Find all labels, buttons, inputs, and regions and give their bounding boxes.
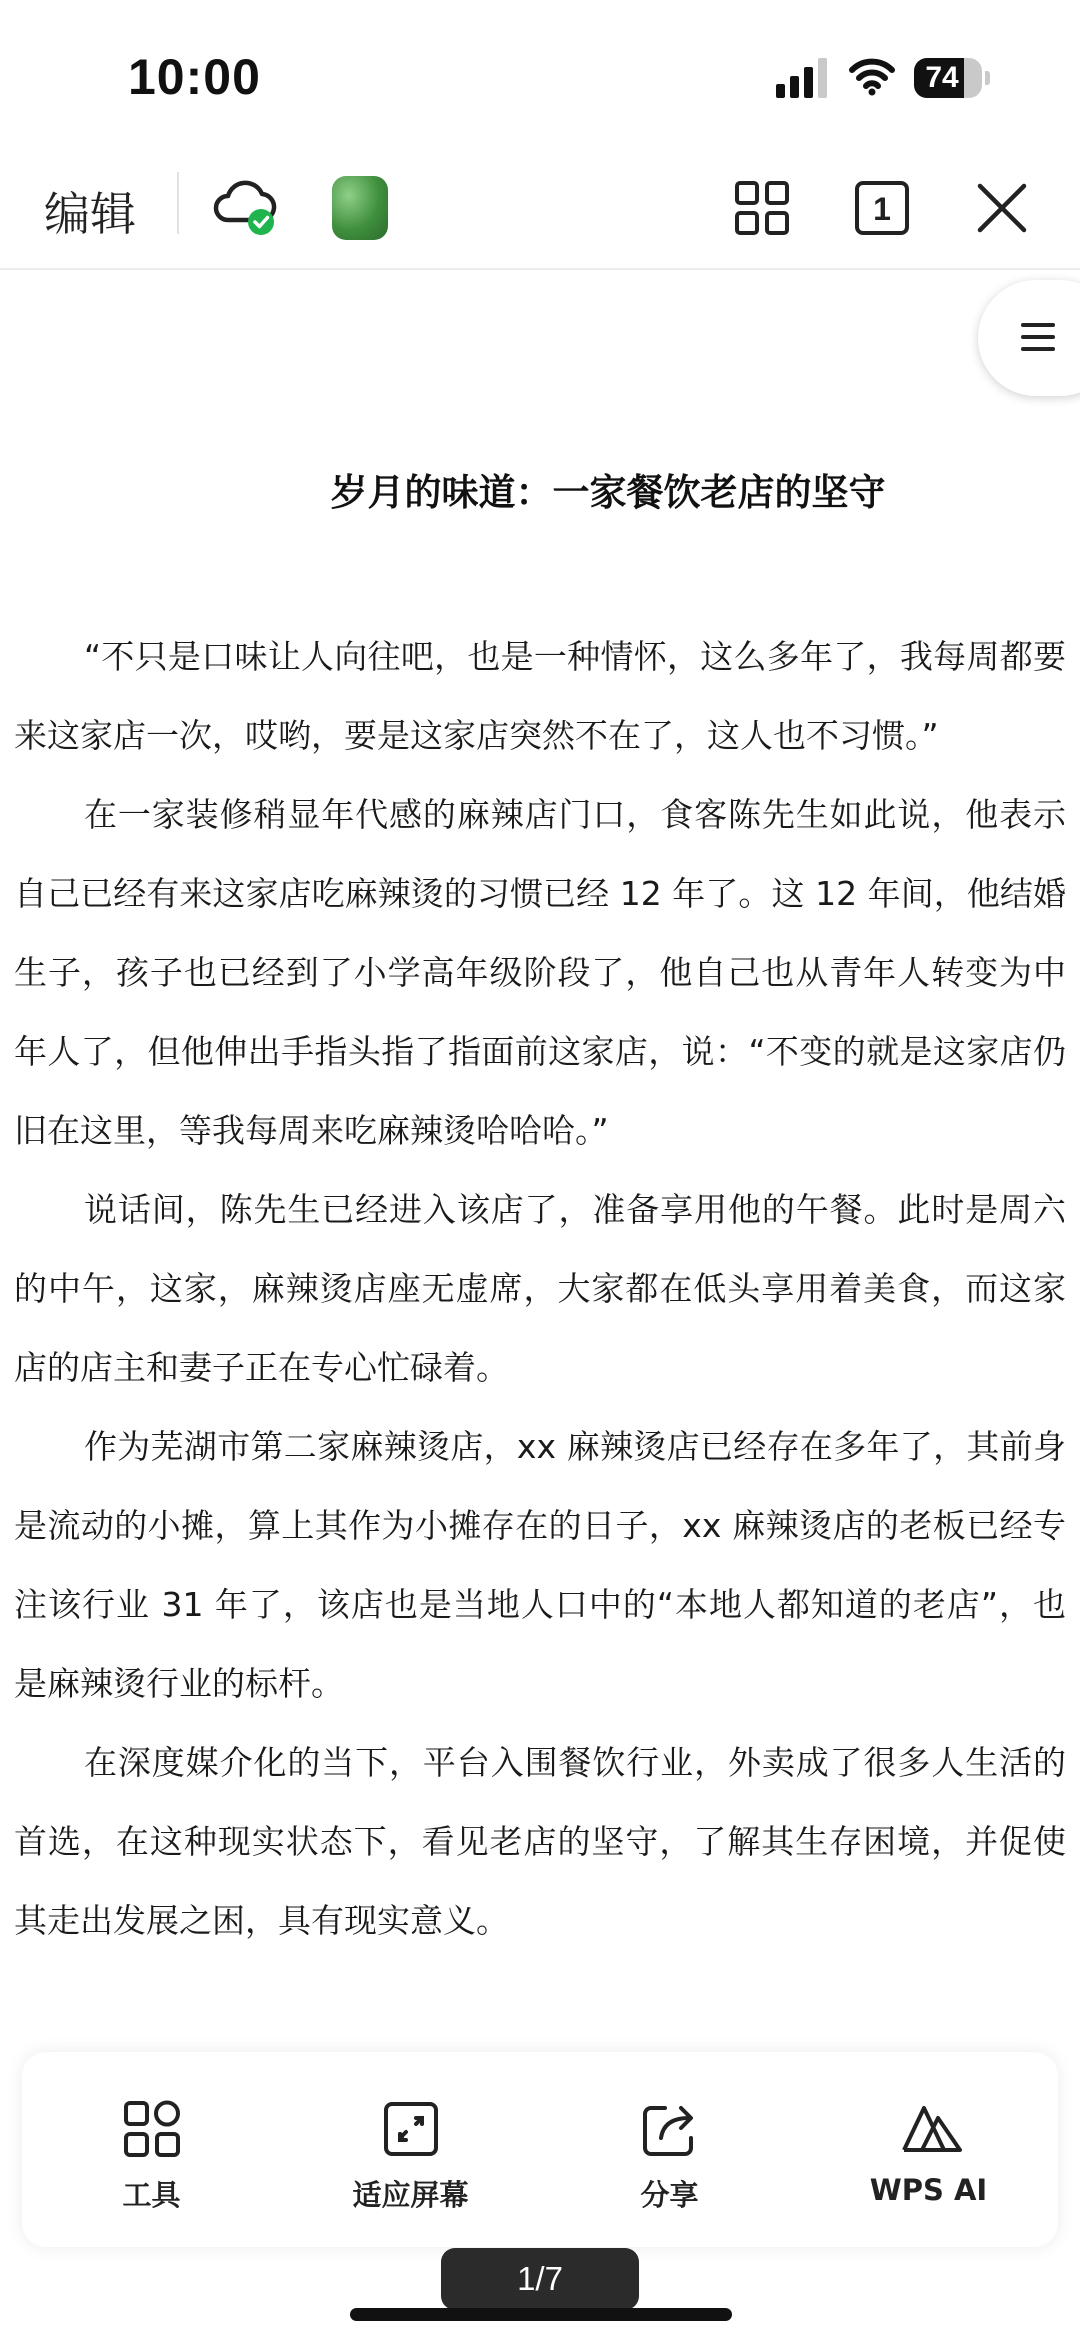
share-icon [641,2100,699,2158]
paragraph: 作为芜湖市第二家麻辣烫店，xx 麻辣烫店已经存在多年了，其前身是流动的小摊，算上其作为小摊存在的日子，xx 麻辣烫店的老板已经专注该行业 31 年了，该店也是当地人口中的“本地人都知道的老店”，也是麻辣烫行业的标杆。 [14,1427,1066,1703]
cellular-signal-icon [776,58,832,98]
battery-indicator [914,58,990,98]
home-indicator[interactable] [350,2308,732,2321]
top-toolbar [0,150,1080,270]
page-count-icon[interactable] [854,180,910,236]
edit-button[interactable]: 编辑 [44,187,136,241]
status-bar [0,0,1080,150]
share-button[interactable] [540,2052,799,2247]
paragraph: 在一家装修稍显年代感的麻辣店门口，食客陈先生如此说，他表示自己已经有来这家店吃麻辣烫的习惯已经 12 年了。这 12 年间，他结婚生子，孩子也已经到了小学高年级阶段了，他自己也从青年人转变为中年人了，但他伸出手指头指了指面前这家店，说：“不变的就是这家店仍旧在这里，等我每周来吃麻辣烫哈哈哈。” [14,795,1066,1150]
paragraph: “不只是口味让人向往吧，也是一种情怀，这么多年了，我每周都要来这家店一次，哎哟，要是这家店突然不在了，这人也不习惯。” [14,637,1066,755]
fit-screen-label: 适应屏幕 [352,2178,469,2212]
tools-label: 工具 [122,2178,181,2212]
toolbar-divider [177,172,179,234]
fit-screen-icon [382,2100,440,2158]
menu-icon [1020,320,1056,354]
page-indicator: 1/7 [441,2248,639,2310]
tools-icon [123,2100,181,2158]
wps-ai-label: WPS AI [869,2173,988,2207]
wifi-icon [848,56,896,96]
wps-ai-button[interactable] [799,2052,1058,2247]
outline-menu-button[interactable] [978,280,1080,396]
share-label: 分享 [640,2178,699,2212]
wps-ai-icon [900,2100,964,2158]
close-icon[interactable] [976,182,1028,234]
fit-screen-button[interactable] [281,2052,540,2247]
battery-level: 74 [925,61,959,94]
status-time: 10:00 [128,49,261,105]
tools-button[interactable] [22,2052,281,2247]
paragraph: 在深度媒介化的当下，平台入围餐饮行业，外卖成了很多人生活的首选，在这种现实状态下，看见老店的坚守，了解其生存困境，并促使其走出发展之困，具有现实意义。 [14,1743,1066,1940]
paragraph: 说话间，陈先生已经进入该店了，准备享用他的午餐。此时是周六的中午，这家，麻辣烫店座无虚席，大家都在低头享用着美食，而这家店的店主和妻子正在专心忙碌着。 [14,1190,1066,1387]
cloud-synced-icon[interactable] [210,172,282,238]
document-thumbnail[interactable] [332,176,388,240]
bottom-action-bar [22,2052,1058,2247]
document-title: 岁月的味道：一家餐饮老店的坚守 [330,471,886,514]
grid-view-icon[interactable] [734,180,790,236]
page-count-badge: 1 [873,191,891,227]
